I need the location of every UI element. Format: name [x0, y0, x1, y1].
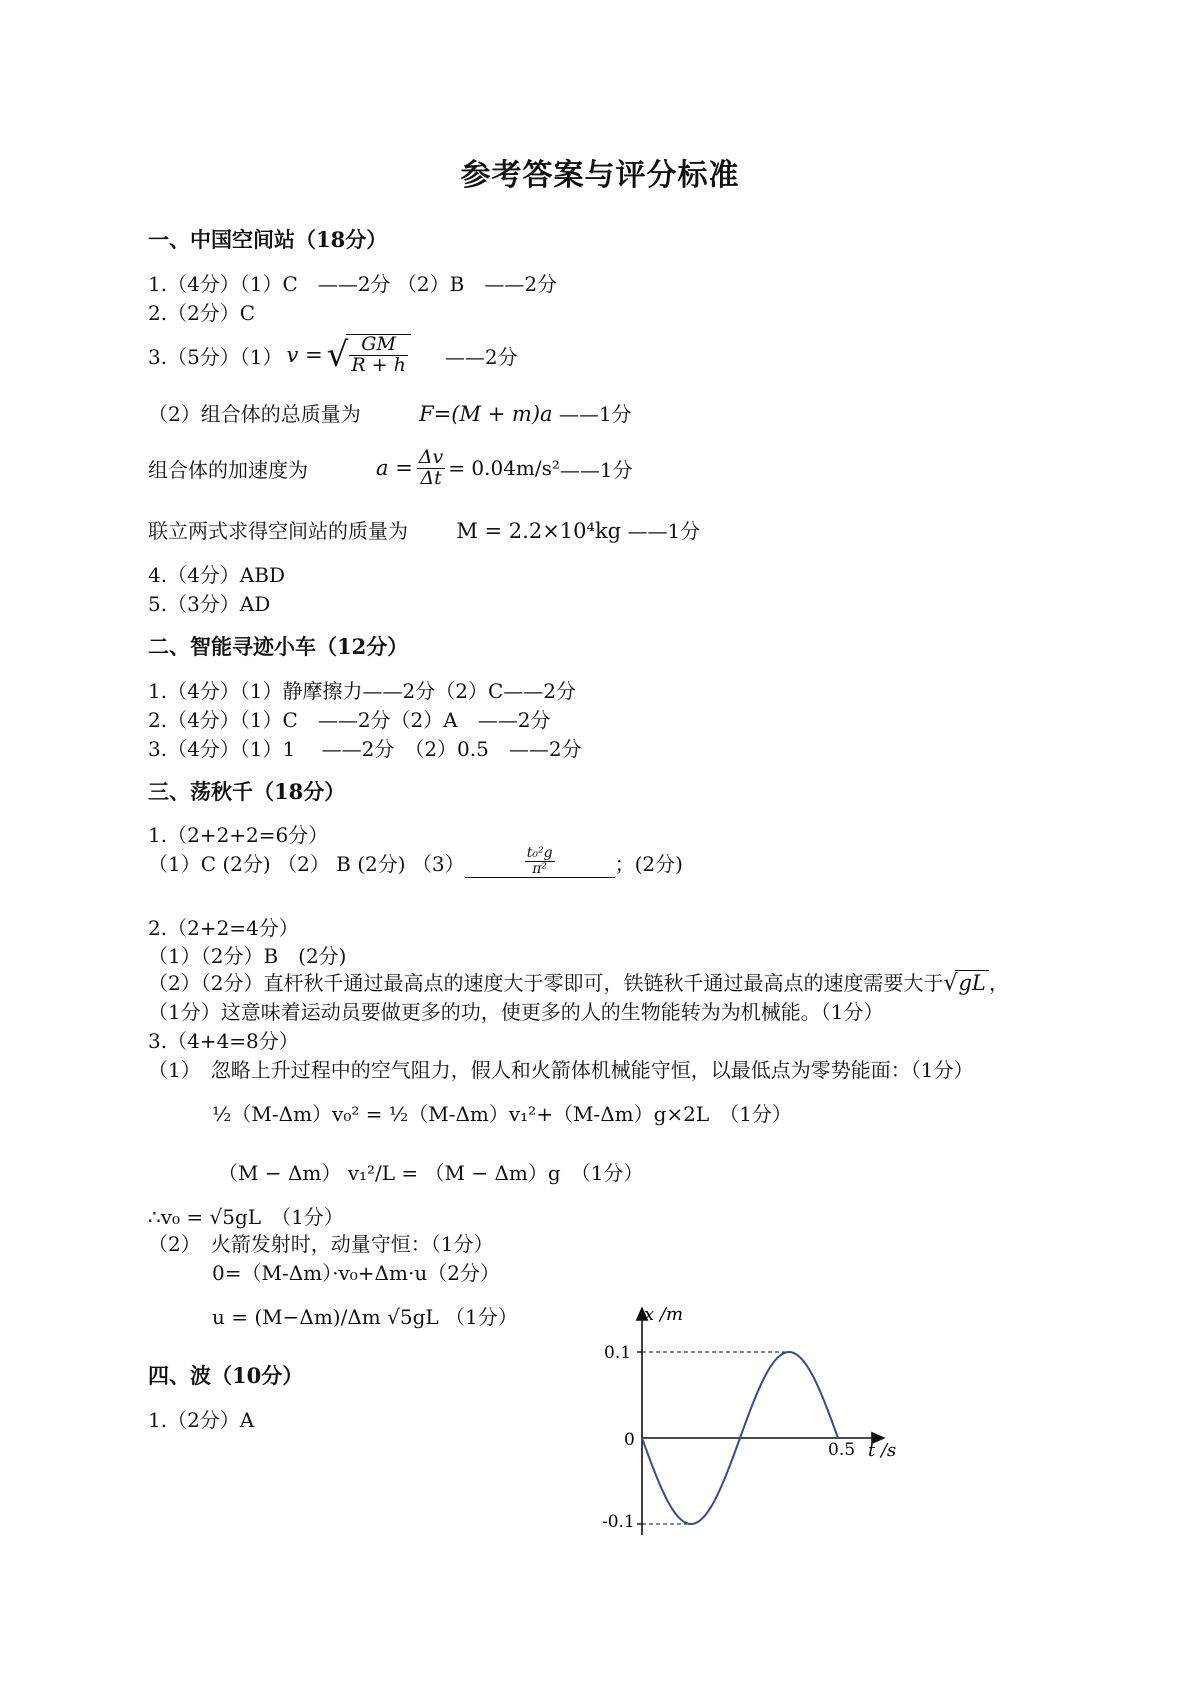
answer-text: （2）（2分）直杆秋千通过最高点的速度大于零即可，铁链秋千通过最高点的速度需要大于: [148, 971, 944, 995]
section-heading-2: 二、智能寻迹小车（12分）: [148, 634, 409, 659]
answer-line: （2） 火箭发射时，动量守恒：（1分）: [148, 1232, 494, 1256]
y-tick-label: 0.1: [604, 1343, 632, 1363]
score: ——2分: [444, 344, 518, 369]
answer-line-formula: [148, 442, 633, 494]
answer-line: （1）（2分）B (2分): [148, 944, 347, 968]
score: ——1分: [559, 457, 633, 482]
section-heading-1: 一、中国空间站（18分）: [148, 227, 388, 252]
sqrt-fraction: [346, 334, 411, 376]
fraction-numerator: Δv: [418, 445, 444, 468]
answer-line: 1.（4分）（1）静摩擦力——2分（2）C——2分: [148, 679, 577, 703]
equation-line: u = (M−Δm)/Δm √5gL （1分）: [212, 1305, 518, 1329]
fraction-denominator: R + h: [351, 354, 406, 376]
answer-text: 联立两式求得空间站的质量为: [148, 519, 408, 543]
answer-line: （1） 忽略上升过程中的空气阻力，假人和火箭体机械能守恒，以最低点为零势能面：（1分）: [148, 1058, 974, 1082]
formula: F=(M + m)a: [419, 402, 553, 426]
equation-line: （M − Δm） v₁²/L = （M − Δm）g （1分）: [218, 1161, 644, 1185]
formula-var: v =: [286, 343, 323, 367]
y-axis-label: x /m: [644, 1304, 684, 1325]
answer-text: （2）组合体的总质量为: [148, 402, 361, 426]
formula-var: a =: [376, 456, 413, 480]
formula-prefix: 3.（5分）（1）: [148, 344, 283, 369]
fraction-denominator: π²: [532, 861, 548, 877]
answer-line: 2.（2分）C: [148, 301, 256, 325]
equation-line: ∴v₀ = √5gL （1分）: [148, 1205, 344, 1229]
answer-text: （1）C (2分) （2） B (2分) （3）: [148, 851, 465, 876]
score: ——1分: [627, 519, 701, 543]
fraction: [525, 846, 555, 876]
x-axis-label: t /s: [868, 1440, 897, 1461]
answer-text: 组合体的加速度为: [148, 457, 308, 482]
radicand: gL: [955, 970, 988, 995]
sqrt-icon: √: [943, 971, 958, 996]
answer-line: [148, 967, 1009, 996]
equation-line: ½（M-Δm）v₀² = ½（M-Δm）v₁²+（M-Δm）g×2L （1分）: [212, 1102, 792, 1126]
answer-blank: [465, 846, 615, 877]
equation-line: 0=（M-Δm）·v₀+Δm·u（2分）: [212, 1261, 500, 1285]
answer-line: 5.（3分）AD: [148, 592, 271, 616]
answer-line: 1.（4分）（1）C ——2分 （2）B ——2分: [148, 272, 558, 296]
section-heading-4: 四、波（10分）: [148, 1363, 304, 1388]
y-tick-label: -0.1: [602, 1512, 635, 1532]
answer-line: [148, 840, 683, 884]
answer-line: 3.（4+4=8分）: [148, 1029, 299, 1053]
answer-line-formula: [148, 328, 518, 382]
answer-line: （1分）这意味着运动员要做更多的功，使更多的人的生物能转为为机械能。（1分）: [148, 1000, 884, 1024]
answer-line: 1.（2分）A: [148, 1408, 255, 1432]
answer-line: [148, 515, 700, 544]
formula-value: = 0.04m/s²: [448, 456, 560, 480]
score: ——1分: [558, 402, 632, 426]
fraction: [417, 445, 445, 489]
answer-line: 2.（4分）（1）C ——2分（2）A ——2分: [148, 708, 551, 732]
section-heading-3: 三、荡秋千（18分）: [148, 779, 346, 804]
wave-graph: [590, 1290, 920, 1550]
fraction-denominator: Δt: [420, 466, 442, 489]
fraction-numerator: GM: [349, 335, 408, 356]
score: ；(2分): [614, 851, 683, 876]
answer-line: 3.（4分）（1）1 ——2分 （2）0.5 ——2分: [148, 737, 582, 761]
answer-line: [148, 398, 632, 427]
punctuation: ，: [988, 971, 1009, 995]
formula: M = 2.2×10⁴kg: [456, 519, 622, 543]
answer-line: 1.（2+2+2=6分）: [148, 823, 329, 847]
x-tick-label: 0.5: [828, 1440, 856, 1460]
answer-line: 4.（4分）ABD: [148, 563, 285, 587]
answer-line: 2.（2+2=4分）: [148, 916, 299, 940]
page-title: 参考答案与评分标准: [460, 158, 740, 193]
y-tick-label: 0: [624, 1430, 635, 1450]
sqrt-icon: √: [326, 335, 349, 375]
fraction-numerator: t₀²g: [526, 845, 553, 862]
